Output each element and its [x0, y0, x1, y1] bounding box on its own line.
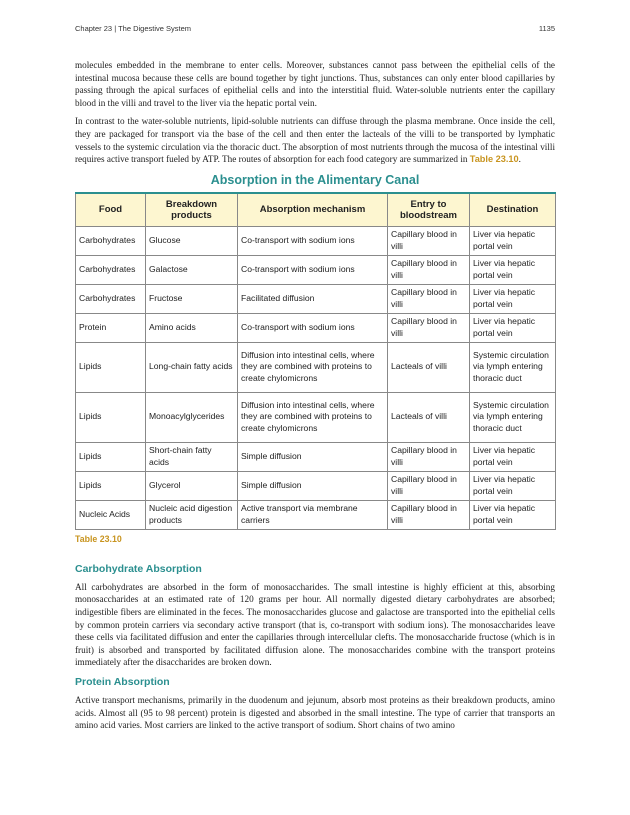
absorption-table	[75, 192, 556, 530]
cell-entry-to-bloodstream: Capillary blood in villi	[388, 500, 470, 529]
paragraph-end: .	[518, 154, 521, 165]
cell-absorption-mechanism: Diffusion into intestinal cells, where they are combined with proteins to create chylomicrons	[238, 342, 388, 392]
table-row	[76, 392, 556, 442]
cell-breakdown-products: Short-chain fatty acids	[146, 442, 238, 471]
section-heading-protein: Protein Absorption	[75, 675, 170, 688]
section-heading-carbohydrate: Carbohydrate Absorption	[75, 562, 202, 575]
cell-entry-to-bloodstream: Capillary blood in villi	[388, 442, 470, 471]
cell-destination: Liver via hepatic portal vein	[470, 226, 556, 255]
table-row	[76, 226, 556, 255]
table-header-row	[76, 193, 556, 227]
cell-breakdown-products: Monoacylglycerides	[146, 392, 238, 442]
paragraph-text: In contrast to the water-soluble nutrients, lipid-soluble nutrients can diffuse through the plasma membrane. Once inside the cell, they are packaged for transport via the base of the cell and then enter the lacteals of the villi to be transported by lymphatic vessels to the systemic circulation via the thoracic duct. The absorption of most nutrients through the mucosa of the intestinal villi requires active transport fueled by ATP. The routes of absorption for each food category are summarized in	[75, 116, 555, 165]
cell-entry-to-bloodstream: Capillary blood in villi	[388, 471, 470, 500]
cell-destination: Systemic circulation via lymph entering thoracic duct	[470, 342, 556, 392]
cell-breakdown-products: Glycerol	[146, 471, 238, 500]
cell-food: Lipids	[76, 392, 146, 442]
cell-destination: Systemic circulation via lymph entering thoracic duct	[470, 392, 556, 442]
cell-food: Lipids	[76, 471, 146, 500]
table-caption: Table 23.10	[75, 533, 122, 544]
table-row	[76, 471, 556, 500]
cell-entry-to-bloodstream: Capillary blood in villi	[388, 255, 470, 284]
cell-food: Carbohydrates	[76, 226, 146, 255]
cell-destination: Liver via hepatic portal vein	[470, 313, 556, 342]
header-entry-to-bloodstream: Entry to bloodstream	[388, 193, 470, 227]
cell-absorption-mechanism: Simple diffusion	[238, 442, 388, 471]
page-header	[75, 24, 555, 38]
table-reference-link[interactable]: Table 23.10	[469, 154, 519, 165]
header-destination: Destination	[470, 193, 556, 227]
table-row	[76, 255, 556, 284]
cell-food: Nucleic Acids	[76, 500, 146, 529]
paragraph-intro: molecules embedded in the membrane to enter cells. Moreover, substances cannot pass between the epithelial cells of the intestinal mucosa because these cells are bound together by tight junctions. Thus, substances can only enter blood capillaries by passing through the apical surfaces of epithelial cells and into the interstitial fluid. Water-soluble nutrients enter the capillary blood in the villi and travel to the liver via the hepatic portal vein.	[75, 60, 555, 108]
cell-breakdown-products: Long-chain fatty acids	[146, 342, 238, 392]
table-row	[76, 313, 556, 342]
cell-absorption-mechanism: Diffusion into intestinal cells, where they are combined with proteins to create chylomicrons	[238, 392, 388, 442]
cell-breakdown-products: Glucose	[146, 226, 238, 255]
cell-food: Protein	[76, 313, 146, 342]
table-row	[76, 500, 556, 529]
cell-entry-to-bloodstream: Capillary blood in villi	[388, 284, 470, 313]
cell-breakdown-products: Galactose	[146, 255, 238, 284]
cell-absorption-mechanism: Active transport via membrane carriers	[238, 500, 388, 529]
cell-destination: Liver via hepatic portal vein	[470, 442, 556, 471]
paragraph-protein: Active transport mechanisms, primarily in the duodenum and jejunum, absorb most proteins as their breakdown products, amino acids. Almost all (95 to 98 percent) protein is digested and absorbed in the small intestine. The type of carrier that transports an amino acid varies. Most carriers are linked to the active transport of sodium. Short chains of two amino	[75, 694, 555, 731]
cell-entry-to-bloodstream: Capillary blood in villi	[388, 313, 470, 342]
cell-absorption-mechanism: Simple diffusion	[238, 471, 388, 500]
cell-breakdown-products: Nucleic acid digestion products	[146, 500, 238, 529]
cell-food: Carbohydrates	[76, 284, 146, 313]
page-content	[75, 59, 555, 738]
table-row	[76, 284, 556, 313]
cell-destination: Liver via hepatic portal vein	[470, 255, 556, 284]
cell-entry-to-bloodstream: Lacteals of villi	[388, 342, 470, 392]
cell-breakdown-products: Amino acids	[146, 313, 238, 342]
cell-absorption-mechanism: Co-transport with sodium ions	[238, 226, 388, 255]
cell-food: Carbohydrates	[76, 255, 146, 284]
cell-breakdown-products: Fructose	[146, 284, 238, 313]
cell-food: Lipids	[76, 342, 146, 392]
cell-food: Lipids	[76, 442, 146, 471]
table-row	[76, 342, 556, 392]
page-number: 1135	[538, 24, 555, 33]
cell-destination: Liver via hepatic portal vein	[470, 500, 556, 529]
table-title: Absorption in the Alimentary Canal	[210, 172, 420, 187]
paragraph-lipid-absorption	[75, 115, 555, 165]
paragraph-carbohydrate: All carbohydrates are absorbed in the form of monosaccharides. The small intestine is highly efficient at this, absorbing monosaccharides at an estimated rate of 120 grams per hour. All normally digested dietary carbohydrates are absorbed; indigestible fibers are eliminated in the feces. The monosaccharides glucose and galactose are transported into the epithelial cells by common protein carriers via secondary active transport (that is, co-transport with sodium ions). The monosaccharides leave these cells via facilitated diffusion and enter the capillaries through intercellular clefts. The monosaccharide fructose (which is in fruit) is absorbed and transported by facilitated diffusion alone. The monosaccharides combine with the transport proteins immediately after the disaccharides are broken down.	[75, 581, 555, 668]
header-food: Food	[76, 193, 146, 227]
chapter-title: Chapter 23 | The Digestive System	[75, 24, 192, 33]
cell-destination: Liver via hepatic portal vein	[470, 284, 556, 313]
header-breakdown-products: Breakdown products	[146, 193, 238, 227]
header-absorption-mechanism: Absorption mechanism	[238, 193, 388, 227]
cell-destination: Liver via hepatic portal vein	[470, 471, 556, 500]
table-row	[76, 442, 556, 471]
cell-absorption-mechanism: Co-transport with sodium ions	[238, 313, 388, 342]
cell-absorption-mechanism: Co-transport with sodium ions	[238, 255, 388, 284]
cell-entry-to-bloodstream: Lacteals of villi	[388, 392, 470, 442]
cell-absorption-mechanism: Facilitated diffusion	[238, 284, 388, 313]
cell-entry-to-bloodstream: Capillary blood in villi	[388, 226, 470, 255]
